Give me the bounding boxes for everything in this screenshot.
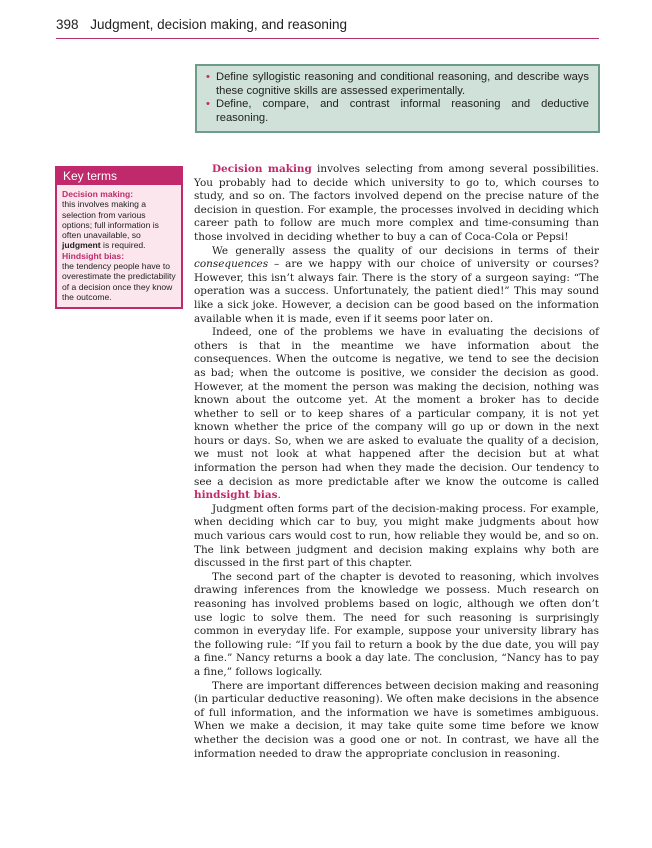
paragraph: Judgment often forms part of the decision-making process. For example, when deciding which car to buy, you might make judgments about how much various cars would cost to run, how reliable they would be, and so on. The link between judgment and decision making explains why both are discussed in the first part of this chapter. [194,502,599,570]
objective-item: • Define, compare, and contrast informal reasoning and deductive reasoning. [206,98,589,124]
key-term-name: Hindsight bias: [62,250,125,261]
paragraph: Indeed, one of the problems we have in evaluating the decisions of others is that in the meantime we have information about the consequences. When the outcome is negative, we tend to see the decision as bad; when the outcome is positive, we consider the decision as good. However, at the moment the person was making the decision, nothing was known about the outcome yet. At the moment a broker has to decide whether to sell or to keep shares of a particular company, it is not yet known whether the price of the company will go up or down in the next hours or days. So, when we are asked to evaluate the quality of a decision, we must not look at what happened after the decision but at what information the person had when they made the decision. Our tendency to see a decision as more predictable after we know the outcome is called hindsight bias. [194,326,599,502]
paragraph: The second part of the chapter is devoted to reasoning, which involves drawing inferences from the knowledge we possess. Much research on reasoning has involved problems based on logic, although we often don’t use logic to solve them. The need for such reasoning is surprisingly common in everyday life. For example, suppose your university library has the following rule: “If you fail to return a book by the due date, you will pay a fine.” Nancy returns a book a day late. The conclusion, “Nancy has to pay a fine,” follows logically. [194,570,599,678]
paragraph: We generally assess the quality of our decisions in terms of their consequences – are we happy with our choice of university or courses? However, this isn’t always fair. There is the story of a surgeon saying: “The operation was a success. Unfortunately, the patient died!” This may sound like a sick joke. However, a decision can be good based on the information available when it is made, even if it seems poor later on. [194,244,599,325]
bullet-icon: • [206,71,210,83]
key-term-name: Decision making: [62,189,134,199]
key-term-entry: Hindsight bias: the tendency people have to overestimate the predictability of a decision once they know the outcome. [62,250,176,302]
bullet-icon: • [206,98,210,110]
running-header [56,17,599,39]
key-term-entry: Decision making: this involves making a selection from various options; full information is often unavailable, so judgment is required. [62,189,176,251]
key-terms-box [55,166,183,309]
paragraph: There are important differences between decision making and reasoning (in particular deductive reasoning). We often make decisions in the absence of full information, and the information we have is sometimes ambiguous. When we make a decision, it may take quite some time before we know whether the decision was a good one or not. In contrast, we have all the information needed to draw the appropriate conclusion in reasoning. [194,679,599,760]
learning-objectives-box [195,64,600,133]
key-terms-title: Key terms [57,168,181,185]
objective-item: • Define syllogistic reasoning and conditional reasoning, and describe ways these cognitive skills are assessed experimentally. [206,71,589,97]
key-term-highlight: hindsight bias [194,489,278,502]
page-number: 398 [56,17,79,32]
paragraph: Decision making involves selecting from among several possibilities. You probably had to decide which university to go to, which courses to study, and so on. The factors involved depend on the precise nature of the decision in question. For example, the processes involved in deciding which career path to follow are much more complex and time-consuming than those involved in deciding whether to buy a can of Coca-Cola or Pepsi! [194,163,599,243]
key-term-highlight: Decision making [212,163,312,175]
chapter-title: Judgment, decision making, and reasoning [90,17,347,32]
body-text [194,163,599,761]
